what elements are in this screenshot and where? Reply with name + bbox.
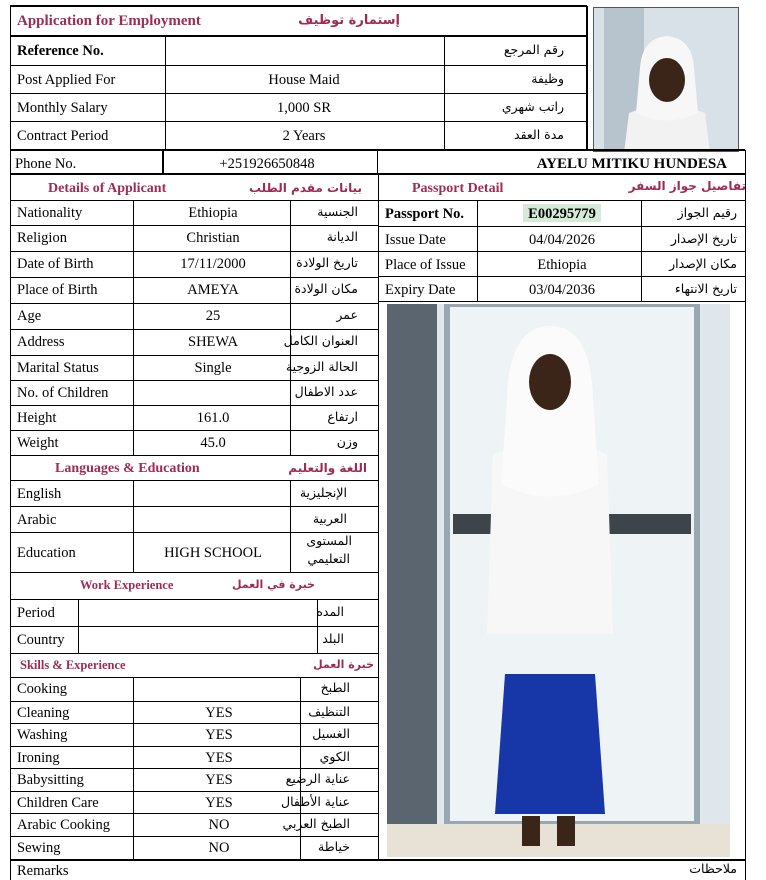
- work-heading: Work Experience: [80, 578, 174, 592]
- skill-label-arabic: الطبخ العربي: [282, 816, 350, 831]
- table-line: [10, 380, 378, 381]
- table-line: [10, 480, 378, 481]
- passport-value: 03/04/2036: [528, 282, 596, 298]
- label-salary: Monthly Salary: [17, 100, 108, 116]
- passport-label-arabic: رقيم الجواز: [677, 205, 737, 220]
- table-line: [10, 93, 587, 94]
- form-title-arabic: إستمارة توظيف: [298, 13, 400, 28]
- skill-label: Cooking: [17, 681, 67, 697]
- label-ar-reference: رقم المرجع: [503, 42, 564, 57]
- table-line: [133, 480, 134, 506]
- table-line: [10, 860, 11, 880]
- table-line: [10, 149, 745, 151]
- education-label-arabic-2: التعليمي: [307, 551, 350, 566]
- value-salary: 1,000 SR: [277, 100, 331, 116]
- skill-label-arabic: الغسيل: [312, 726, 350, 741]
- value-contract: 2 Years: [282, 128, 326, 144]
- passport-label: Passport No.: [385, 206, 464, 222]
- languages-heading-arabic: اللغة والتعليم: [288, 461, 367, 475]
- detail-label: No. of Children: [17, 385, 109, 401]
- table-line: [10, 572, 378, 573]
- portrait-figure-icon: [594, 8, 739, 152]
- detail-label: Religion: [17, 230, 67, 246]
- skill-label-arabic: عناية الأطفال: [281, 794, 350, 809]
- table-line: [745, 150, 746, 860]
- skill-value: YES: [205, 750, 233, 766]
- detail-value: AMEYA: [187, 282, 239, 298]
- work-label: Period: [17, 605, 55, 621]
- detail-label-arabic: عمر: [336, 307, 358, 322]
- detail-value: Single: [194, 360, 232, 376]
- work-label-arabic: المده: [316, 604, 344, 619]
- passport-label: Issue Date: [385, 232, 446, 248]
- table-line: [10, 599, 378, 600]
- language-label: Arabic: [17, 512, 57, 528]
- applicant-full-body-photo: [387, 304, 730, 857]
- language-label-arabic: العربية: [312, 511, 347, 526]
- detail-value: Ethiopia: [188, 205, 238, 221]
- table-line: [10, 859, 745, 861]
- table-line: [10, 723, 378, 724]
- table-line: [317, 626, 318, 653]
- detail-label-arabic: الجنسية: [317, 204, 358, 219]
- passport-value: 04/04/2026: [528, 232, 596, 248]
- remarks-label: Remarks: [17, 863, 69, 879]
- table-line: [10, 701, 378, 702]
- skill-label: Cleaning: [17, 705, 70, 721]
- table-line: [10, 200, 378, 201]
- detail-label-arabic: العنوان الكامل: [283, 333, 358, 348]
- skills-heading-arabic: خبرة العمل: [313, 658, 374, 671]
- detail-label-arabic: ارتفاع: [327, 409, 358, 424]
- work-label-arabic: البلد: [322, 631, 344, 646]
- skill-label-arabic: خياطة: [318, 839, 350, 854]
- language-label: Education: [17, 545, 76, 561]
- skills-heading: Skills & Experience: [20, 658, 126, 672]
- detail-label-arabic: تاريخ الولادة: [296, 255, 358, 270]
- table-line: [78, 599, 79, 626]
- table-line: [10, 251, 378, 252]
- table-line: [378, 200, 745, 201]
- detail-label: Marital Status: [17, 360, 99, 376]
- detail-value: 161.0: [196, 410, 230, 426]
- skill-label: Babysitting: [17, 772, 84, 788]
- detail-label: Place of Birth: [17, 282, 98, 298]
- skill-label-arabic: التنظيف: [308, 704, 350, 719]
- table-line: [10, 653, 378, 654]
- full-body-figure-icon: [387, 304, 730, 857]
- detail-label-arabic: وزن: [336, 434, 358, 449]
- label-ar-post: وظيفة: [531, 71, 564, 86]
- table-line: [10, 65, 587, 66]
- passport-label: Place of Issue: [385, 257, 466, 273]
- form-title: Application for Employment: [17, 13, 201, 29]
- label-contract: Contract Period: [17, 128, 109, 144]
- detail-label: Nationality: [17, 205, 83, 221]
- applicant-name: AYELU MITIKU HUNDESA: [536, 156, 727, 172]
- skill-label-arabic: الكوي: [319, 749, 350, 764]
- table-line: [10, 746, 378, 747]
- skill-value: YES: [205, 795, 233, 811]
- detail-value: 45.0: [200, 435, 226, 451]
- label-post: Post Applied For: [17, 72, 116, 88]
- passport-label-arabic: تاريخ الانتهاء: [674, 281, 737, 296]
- table-line: [10, 6, 11, 150]
- table-line: [10, 813, 378, 814]
- table-line: [10, 329, 378, 330]
- details-heading: Details of Applicant: [48, 181, 167, 196]
- detail-label: Address: [17, 334, 65, 350]
- table-line: [290, 506, 291, 532]
- remarks-label-arabic: ملاحظات: [689, 861, 737, 876]
- table-line: [378, 276, 745, 277]
- table-line: [78, 626, 79, 653]
- skill-label-arabic: عناية الرضيع: [285, 771, 350, 786]
- passport-value: E00295779: [528, 206, 596, 222]
- table-line: [10, 430, 378, 431]
- skill-label: Sewing: [17, 840, 61, 856]
- table-line: [133, 677, 134, 701]
- skill-label: Washing: [17, 727, 68, 743]
- table-line: [290, 380, 291, 405]
- table-line: [10, 677, 378, 678]
- value-post: House Maid: [268, 72, 340, 88]
- language-value: HIGH SCHOOL: [164, 545, 262, 561]
- detail-value: SHEWA: [188, 334, 238, 350]
- label-ar-salary: راتب شهري: [501, 99, 564, 114]
- label-reference: Reference No.: [17, 43, 104, 59]
- passport-value: Ethiopia: [537, 257, 587, 273]
- detail-label: Date of Birth: [17, 256, 94, 272]
- work-heading-arabic: خبرة في العمل: [231, 578, 315, 591]
- languages-heading: Languages & Education: [55, 461, 200, 476]
- detail-value: 25: [205, 308, 221, 324]
- table-line: [10, 277, 378, 278]
- table-line: [10, 225, 378, 226]
- education-label-arabic-1: المستوى: [306, 533, 352, 548]
- table-line: [10, 506, 378, 507]
- table-line: [10, 35, 587, 37]
- language-label: English: [17, 486, 62, 502]
- detail-value: Christian: [186, 230, 240, 246]
- table-line: [290, 480, 291, 506]
- table-line: [378, 301, 745, 302]
- detail-label-arabic: الديانة: [326, 229, 358, 244]
- table-line: [10, 791, 378, 792]
- table-line: [10, 355, 378, 356]
- label-ar-contract: مدة العقد: [514, 127, 564, 142]
- skill-value: NO: [208, 817, 230, 833]
- table-line: [10, 5, 587, 7]
- table-line: [10, 405, 378, 406]
- table-line: [586, 6, 588, 150]
- detail-label: Weight: [17, 435, 59, 451]
- skill-value: YES: [205, 705, 233, 721]
- table-line: [300, 677, 301, 701]
- phone-value: +251926650848: [219, 156, 315, 172]
- table-line: [10, 626, 378, 627]
- phone-label: Phone No.: [15, 156, 77, 172]
- table-line: [10, 150, 11, 174]
- passport-label-arabic: مكان الإصدار: [669, 256, 737, 271]
- skill-value: NO: [208, 840, 230, 856]
- passport-heading: Passport Detail: [412, 181, 504, 196]
- table-line: [10, 768, 378, 769]
- skill-label: Children Care: [17, 795, 99, 811]
- table-line: [133, 380, 134, 405]
- passport-label: Expiry Date: [385, 282, 456, 298]
- skill-label: Arabic Cooking: [17, 817, 111, 833]
- table-line: [378, 251, 745, 252]
- skill-value: YES: [205, 727, 233, 743]
- table-line: [10, 121, 587, 122]
- table-line: [745, 860, 746, 880]
- details-heading-arabic: بيانات مقدم الطلب: [248, 181, 362, 195]
- table-line: [10, 836, 378, 837]
- detail-label-arabic: الحالة الزوجية: [285, 359, 358, 374]
- table-line: [10, 455, 378, 456]
- detail-value: 17/11/2000: [180, 256, 246, 272]
- detail-label: Age: [17, 308, 42, 324]
- skill-label-arabic: الطبخ: [320, 680, 350, 695]
- table-line: [133, 506, 134, 532]
- detail-label: Height: [17, 410, 57, 426]
- passport-label-arabic: تاريخ الإصدار: [670, 231, 737, 246]
- passport-heading-arabic: تفاصيل جواز السفر: [628, 179, 746, 193]
- skill-value: YES: [205, 772, 233, 788]
- applicant-portrait-photo: [593, 7, 739, 152]
- table-line: [10, 303, 378, 304]
- table-line: [378, 226, 745, 227]
- language-label-arabic: الإنجليزية: [299, 485, 347, 500]
- work-label: Country: [17, 632, 65, 648]
- detail-label-arabic: مكان الولادة: [294, 281, 358, 296]
- skill-label: Ironing: [17, 750, 60, 766]
- detail-label-arabic: عدد الاطفال: [294, 384, 358, 399]
